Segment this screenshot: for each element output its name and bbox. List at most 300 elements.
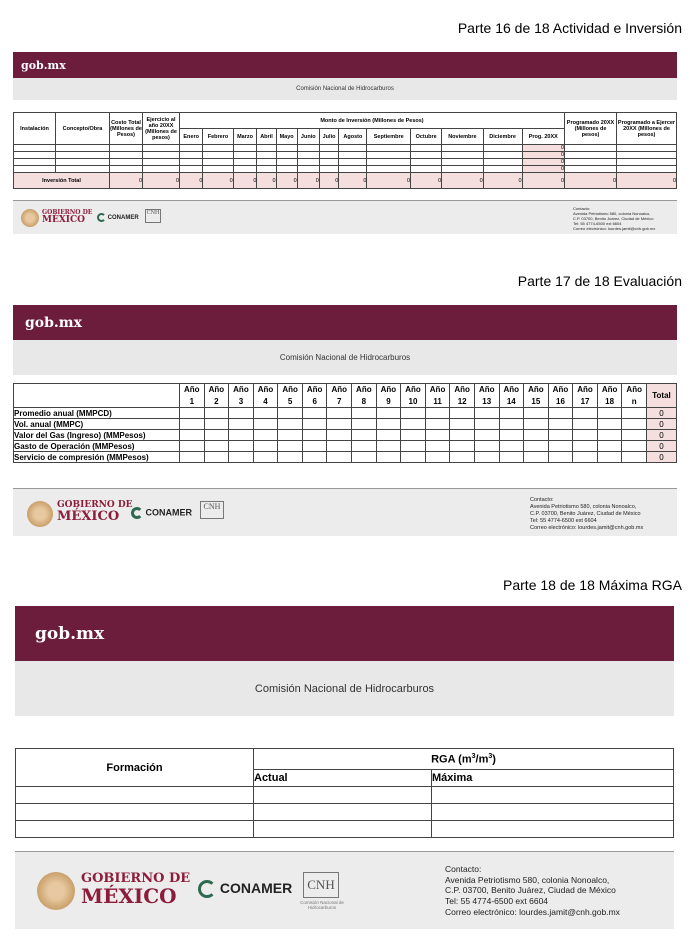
input-cell[interactable] [573, 441, 598, 452]
input-cell[interactable] [617, 166, 677, 173]
input-cell[interactable] [253, 452, 278, 463]
header-instalacion: Instalación [14, 113, 56, 145]
input-cell[interactable] [56, 152, 110, 159]
input-cell[interactable] [499, 430, 524, 441]
input-cell[interactable] [180, 441, 205, 452]
header-year-number: 9 [376, 396, 401, 408]
input-cell[interactable] [524, 452, 549, 463]
conamer-text: CONAMER [219, 880, 293, 896]
input-cell[interactable] [548, 430, 573, 441]
total-cell: 0 [483, 173, 522, 189]
header-monto: Monto de Inversión (Millones de Pesos) [180, 113, 565, 129]
input-cell[interactable] [339, 159, 367, 166]
input-cell[interactable] [302, 430, 327, 441]
input-cell[interactable] [203, 159, 233, 166]
rga-cell[interactable] [16, 804, 254, 821]
input-cell[interactable] [319, 166, 339, 173]
total-cell: 0 [143, 173, 180, 189]
eval-row-label: Servicio de compresión (MMPesos) [14, 452, 180, 463]
header-rga [254, 749, 674, 770]
header-ejercicio: Ejercicio al año 20XX (Millones de pesos) [143, 113, 180, 145]
input-cell[interactable] [180, 145, 203, 152]
header-year-label: Año [597, 384, 622, 396]
gobierno-mexico-logo [57, 501, 133, 524]
input-cell[interactable] [297, 159, 319, 166]
input-cell[interactable] [622, 452, 647, 463]
input-cell[interactable] [401, 408, 426, 419]
input-cell[interactable] [180, 152, 203, 159]
input-cell[interactable] [253, 408, 278, 419]
header-concepto: Concepto/Obra [56, 113, 110, 145]
contact-line2: C.P. 03700, Benito Juárez, Ciudad de México [573, 216, 654, 221]
input-cell[interactable] [319, 152, 339, 159]
input-cell[interactable] [352, 452, 377, 463]
header-maxima: Máxima [432, 770, 674, 787]
input-cell[interactable] [319, 159, 339, 166]
part18-footer [15, 851, 674, 929]
input-cell[interactable] [573, 408, 598, 419]
input-cell[interactable] [450, 408, 475, 419]
input-cell[interactable] [617, 159, 677, 166]
conamer-icon [97, 213, 106, 222]
input-cell[interactable] [376, 408, 401, 419]
input-cell[interactable] [229, 441, 254, 452]
eval-row-label: Vol. anual (MMPC) [14, 419, 180, 430]
gob-line2: MÉXICO [42, 215, 86, 226]
input-cell[interactable] [597, 419, 622, 430]
input-cell[interactable] [297, 166, 319, 173]
input-cell[interactable] [367, 159, 411, 166]
header-year-number: 13 [474, 396, 499, 408]
prog-total-cell: 0 [522, 166, 564, 173]
input-cell[interactable] [450, 452, 475, 463]
input-cell[interactable] [352, 408, 377, 419]
input-cell[interactable] [278, 441, 303, 452]
input-cell[interactable] [367, 166, 411, 173]
input-cell[interactable] [233, 152, 257, 159]
input-cell[interactable] [278, 452, 303, 463]
input-cell[interactable] [483, 159, 522, 166]
input-cell[interactable] [233, 145, 257, 152]
input-cell[interactable] [573, 452, 598, 463]
input-cell[interactable] [425, 408, 450, 419]
part16-contact [573, 206, 655, 231]
input-cell[interactable] [622, 441, 647, 452]
header-month: Noviembre [442, 129, 483, 145]
input-cell[interactable] [297, 145, 319, 152]
rga-end: ) [492, 753, 496, 766]
conamer-logo [97, 213, 139, 222]
rga-cell[interactable] [432, 821, 674, 838]
header-month: Abril [257, 129, 276, 145]
input-cell[interactable] [229, 430, 254, 441]
total-cell: 0 [257, 173, 276, 189]
conamer-text: CONAMER [145, 507, 193, 518]
input-cell[interactable] [143, 166, 180, 173]
input-cell[interactable] [233, 166, 257, 173]
input-cell[interactable] [203, 166, 233, 173]
input-cell[interactable] [483, 145, 522, 152]
header-year-number: 3 [229, 396, 254, 408]
input-cell[interactable] [548, 452, 573, 463]
input-cell[interactable] [110, 152, 143, 159]
input-cell[interactable] [376, 430, 401, 441]
gob-line2: MÉXICO [81, 883, 177, 908]
input-cell[interactable] [203, 145, 233, 152]
header-year-label: Año [548, 384, 573, 396]
contact-line1: Avenida Petriotismo 580, colonia Nonoalco, [530, 503, 637, 510]
input-cell[interactable] [411, 145, 442, 152]
part18-contact [445, 864, 620, 917]
header-year-label: Año [401, 384, 426, 396]
input-cell[interactable] [302, 441, 327, 452]
header-actual: Actual [254, 770, 432, 787]
header-year-label: Año [376, 384, 401, 396]
input-cell[interactable] [110, 166, 143, 173]
total-cell: 0 [339, 173, 367, 189]
header-year-label: Año [524, 384, 549, 396]
contact-title: Contacto: [573, 206, 591, 211]
input-cell[interactable] [367, 145, 411, 152]
input-cell[interactable] [143, 152, 180, 159]
input-cell[interactable] [339, 166, 367, 173]
input-cell[interactable] [180, 452, 205, 463]
input-cell[interactable] [573, 419, 598, 430]
input-cell[interactable] [425, 441, 450, 452]
part18-title: Parte 18 de 18 Máxima RGA [503, 577, 682, 593]
contact-line3: Tel: 55 4774-6500 ext 6604 [530, 517, 597, 524]
input-cell[interactable] [450, 419, 475, 430]
rga-cell[interactable] [16, 821, 254, 838]
input-cell[interactable] [597, 452, 622, 463]
input-cell[interactable] [180, 430, 205, 441]
input-cell[interactable] [276, 145, 297, 152]
input-cell[interactable] [180, 159, 203, 166]
contact-title: Contacto: [530, 497, 554, 503]
eval-total-cell: 0 [647, 430, 677, 441]
header-formacion: Formación [16, 749, 254, 787]
input-cell[interactable] [474, 408, 499, 419]
gob-line1: GOBIERNO DE [57, 500, 133, 510]
input-cell[interactable] [499, 441, 524, 452]
input-cell[interactable] [367, 152, 411, 159]
contact-line4: Correo electrónico: lourdes.jamit@cnh.gob.mx [573, 226, 656, 231]
input-cell[interactable] [276, 166, 297, 173]
contact-line3: Tel: 55 4774-6500 ext 6604 [445, 895, 549, 906]
input-cell[interactable] [302, 419, 327, 430]
conamer-logo [198, 880, 292, 898]
gobierno-mexico-logo [81, 872, 190, 907]
contact-line1: Avenida Petriotismo 580, colonia Nonoalco, [445, 874, 610, 885]
input-cell[interactable] [110, 145, 143, 152]
input-cell[interactable] [597, 430, 622, 441]
contact-line2: C.P. 03700, Benito Juárez, Ciudad de México [445, 885, 616, 896]
conamer-icon [198, 880, 216, 898]
input-cell[interactable] [524, 441, 549, 452]
input-cell[interactable] [425, 419, 450, 430]
header-year-label: Año [204, 384, 229, 396]
prog-total-cell: 0 [522, 159, 564, 166]
total-cell: 0 [110, 173, 143, 189]
input-cell[interactable] [617, 145, 677, 152]
input-cell[interactable] [401, 452, 426, 463]
input-cell[interactable] [442, 166, 483, 173]
input-cell[interactable] [257, 152, 276, 159]
inversion-total-label: Inversión Total [14, 173, 110, 189]
header-year-label: Año [352, 384, 377, 396]
prog-total-cell: 0 [522, 145, 564, 152]
gobierno-mexico-logo [42, 210, 92, 226]
input-cell[interactable] [548, 441, 573, 452]
input-cell[interactable] [352, 430, 377, 441]
input-cell[interactable] [565, 159, 617, 166]
input-cell[interactable] [180, 419, 205, 430]
input-cell[interactable] [233, 159, 257, 166]
input-cell[interactable] [425, 430, 450, 441]
input-cell[interactable] [376, 441, 401, 452]
header-year-number: 10 [401, 396, 426, 408]
input-cell[interactable] [56, 145, 110, 152]
total-cell: 0 [319, 173, 339, 189]
input-cell[interactable] [499, 408, 524, 419]
eval-row-label: Promedio anual (MMPCD) [14, 408, 180, 419]
header-year-label: Año [180, 384, 205, 396]
contact-line4: Correo electrónico: lourdes.jamit@cnh.gob.mx [530, 524, 644, 531]
total-cell: 0 [522, 173, 564, 189]
rga-text: RGA (m [431, 753, 472, 766]
header-year-number: 7 [327, 396, 352, 408]
input-cell[interactable] [56, 159, 110, 166]
input-cell[interactable] [411, 159, 442, 166]
input-cell[interactable] [617, 152, 677, 159]
cnh-logo: CNH [303, 872, 339, 898]
conamer-logo [131, 507, 192, 519]
rga-cell[interactable] [254, 804, 432, 821]
mexico-seal-icon [27, 501, 53, 527]
input-cell[interactable] [499, 419, 524, 430]
input-cell[interactable] [425, 452, 450, 463]
total-cell: 0 [411, 173, 442, 189]
input-cell[interactable] [204, 452, 229, 463]
input-cell[interactable] [203, 152, 233, 159]
input-cell[interactable] [302, 408, 327, 419]
input-cell[interactable] [401, 419, 426, 430]
input-cell[interactable] [376, 419, 401, 430]
total-cell: 0 [617, 173, 677, 189]
input-cell[interactable] [180, 166, 203, 173]
header-year-label: Año [278, 384, 303, 396]
cnh-logo: CNH [145, 209, 161, 223]
input-cell[interactable] [411, 152, 442, 159]
input-cell[interactable] [483, 152, 522, 159]
input-cell[interactable] [302, 452, 327, 463]
input-cell[interactable] [14, 152, 56, 159]
header-year-number: 5 [278, 396, 303, 408]
part17-contact [530, 497, 643, 531]
input-cell[interactable] [622, 408, 647, 419]
input-cell[interactable] [229, 408, 254, 419]
total-cell: 0 [203, 173, 233, 189]
input-cell[interactable] [327, 430, 352, 441]
part17-title: Parte 17 de 18 Evaluación [517, 273, 682, 289]
input-cell[interactable] [253, 441, 278, 452]
input-cell[interactable] [483, 166, 522, 173]
input-cell[interactable] [622, 419, 647, 430]
input-cell[interactable] [253, 430, 278, 441]
input-cell[interactable] [327, 408, 352, 419]
input-cell[interactable] [474, 452, 499, 463]
activity-investment-table [13, 112, 677, 189]
input-cell[interactable] [450, 441, 475, 452]
input-cell[interactable] [257, 166, 276, 173]
input-cell[interactable] [204, 408, 229, 419]
input-cell[interactable] [229, 452, 254, 463]
input-cell[interactable] [474, 430, 499, 441]
input-cell[interactable] [524, 408, 549, 419]
input-cell[interactable] [524, 430, 549, 441]
input-cell[interactable] [401, 430, 426, 441]
header-year-number: 15 [524, 396, 549, 408]
input-cell[interactable] [565, 145, 617, 152]
part16-banner: gob.mx [13, 52, 677, 78]
rga-mid: /m [475, 753, 489, 766]
input-cell[interactable] [352, 419, 377, 430]
input-cell[interactable] [597, 408, 622, 419]
total-cell: 0 [367, 173, 411, 189]
input-cell[interactable] [524, 419, 549, 430]
input-cell[interactable] [499, 452, 524, 463]
input-cell[interactable] [376, 452, 401, 463]
header-year-number: 11 [425, 396, 450, 408]
input-cell[interactable] [253, 419, 278, 430]
contact-line2: C.P. 03700, Benito Juárez, Ciudad de México [530, 510, 641, 517]
input-cell[interactable] [411, 166, 442, 173]
input-cell[interactable] [548, 419, 573, 430]
part17-banner: gob.mx [13, 305, 677, 340]
input-cell[interactable] [319, 145, 339, 152]
input-cell[interactable] [278, 430, 303, 441]
header-year-number: n [622, 396, 647, 408]
input-cell[interactable] [474, 441, 499, 452]
input-cell[interactable] [276, 152, 297, 159]
input-cell[interactable] [565, 152, 617, 159]
input-cell[interactable] [278, 408, 303, 419]
header-year-label: Año [573, 384, 598, 396]
rga-cell[interactable] [432, 787, 674, 804]
header-year-label: Año [229, 384, 254, 396]
header-month: Febrero [203, 129, 233, 145]
total-cell: 0 [565, 173, 617, 189]
input-cell[interactable] [204, 430, 229, 441]
input-cell[interactable] [450, 430, 475, 441]
input-cell[interactable] [442, 145, 483, 152]
total-cell: 0 [297, 173, 319, 189]
input-cell[interactable] [474, 419, 499, 430]
input-cell[interactable] [401, 441, 426, 452]
input-cell[interactable] [14, 145, 56, 152]
input-cell[interactable] [143, 145, 180, 152]
header-total: Total [647, 384, 677, 408]
contact-line1: Avenida Petriotismo 580, colonia Nonoalco, [573, 211, 651, 216]
input-cell[interactable] [327, 452, 352, 463]
rga-cell[interactable] [254, 821, 432, 838]
header-year-label: Año [450, 384, 475, 396]
header-month: Julio [319, 129, 339, 145]
input-cell[interactable] [257, 145, 276, 152]
input-cell[interactable] [257, 159, 276, 166]
input-cell[interactable] [110, 159, 143, 166]
total-cell: 0 [276, 173, 297, 189]
input-cell[interactable] [573, 430, 598, 441]
header-month: Enero [180, 129, 203, 145]
input-cell[interactable] [339, 145, 367, 152]
input-cell[interactable] [14, 166, 56, 173]
input-cell[interactable] [297, 152, 319, 159]
header-year-label: Año [425, 384, 450, 396]
rga-cell[interactable] [254, 787, 432, 804]
input-cell[interactable] [56, 166, 110, 173]
prog-total-cell: 0 [522, 152, 564, 159]
input-cell[interactable] [204, 441, 229, 452]
eval-total-cell: 0 [647, 408, 677, 419]
header-year-number: 1 [180, 396, 205, 408]
input-cell[interactable] [180, 408, 205, 419]
header-month: Agosto [339, 129, 367, 145]
input-cell[interactable] [565, 166, 617, 173]
header-year-label: Año [474, 384, 499, 396]
header-month: Mayo [276, 129, 297, 145]
header-month: Prog. 20XX [522, 129, 564, 145]
input-cell[interactable] [442, 159, 483, 166]
input-cell[interactable] [14, 159, 56, 166]
contact-line3: Tel: 55 4774-6500 ext 6604 [573, 221, 622, 226]
rga-cell[interactable] [16, 787, 254, 804]
eval-total-cell: 0 [647, 441, 677, 452]
input-cell[interactable] [339, 152, 367, 159]
header-year-label: Año [302, 384, 327, 396]
input-cell[interactable] [229, 419, 254, 430]
eval-row-label: Gasto de Operación (MMPesos) [14, 441, 180, 452]
part17-footer [13, 488, 677, 536]
input-cell[interactable] [204, 419, 229, 430]
max-rga-table [15, 748, 674, 838]
part18-subtitle: Comisión Nacional de Hidrocarburos [15, 661, 674, 716]
part18-banner: gob.mx [15, 606, 674, 661]
rga-sup2: 3 [488, 752, 493, 760]
input-cell[interactable] [327, 441, 352, 452]
input-cell[interactable] [352, 441, 377, 452]
conamer-text: CONAMER [107, 215, 139, 222]
rga-cell[interactable] [432, 804, 674, 821]
input-cell[interactable] [143, 159, 180, 166]
header-programado-ejercer: Programado a Ejercer 20XX (Millones de pesos) [617, 113, 677, 145]
input-cell[interactable] [622, 430, 647, 441]
header-year-label: Año [622, 384, 647, 396]
header-year-number: 12 [450, 396, 475, 408]
input-cell[interactable] [278, 419, 303, 430]
header-month: Diciembre [483, 129, 522, 145]
input-cell[interactable] [327, 419, 352, 430]
eval-total-cell: 0 [647, 419, 677, 430]
header-month: Marzo [233, 129, 257, 145]
input-cell[interactable] [548, 408, 573, 419]
input-cell[interactable] [276, 159, 297, 166]
header-year-number: 16 [548, 396, 573, 408]
header-year-label: Año [253, 384, 278, 396]
input-cell[interactable] [597, 441, 622, 452]
eval-total-cell: 0 [647, 452, 677, 463]
input-cell[interactable] [442, 152, 483, 159]
